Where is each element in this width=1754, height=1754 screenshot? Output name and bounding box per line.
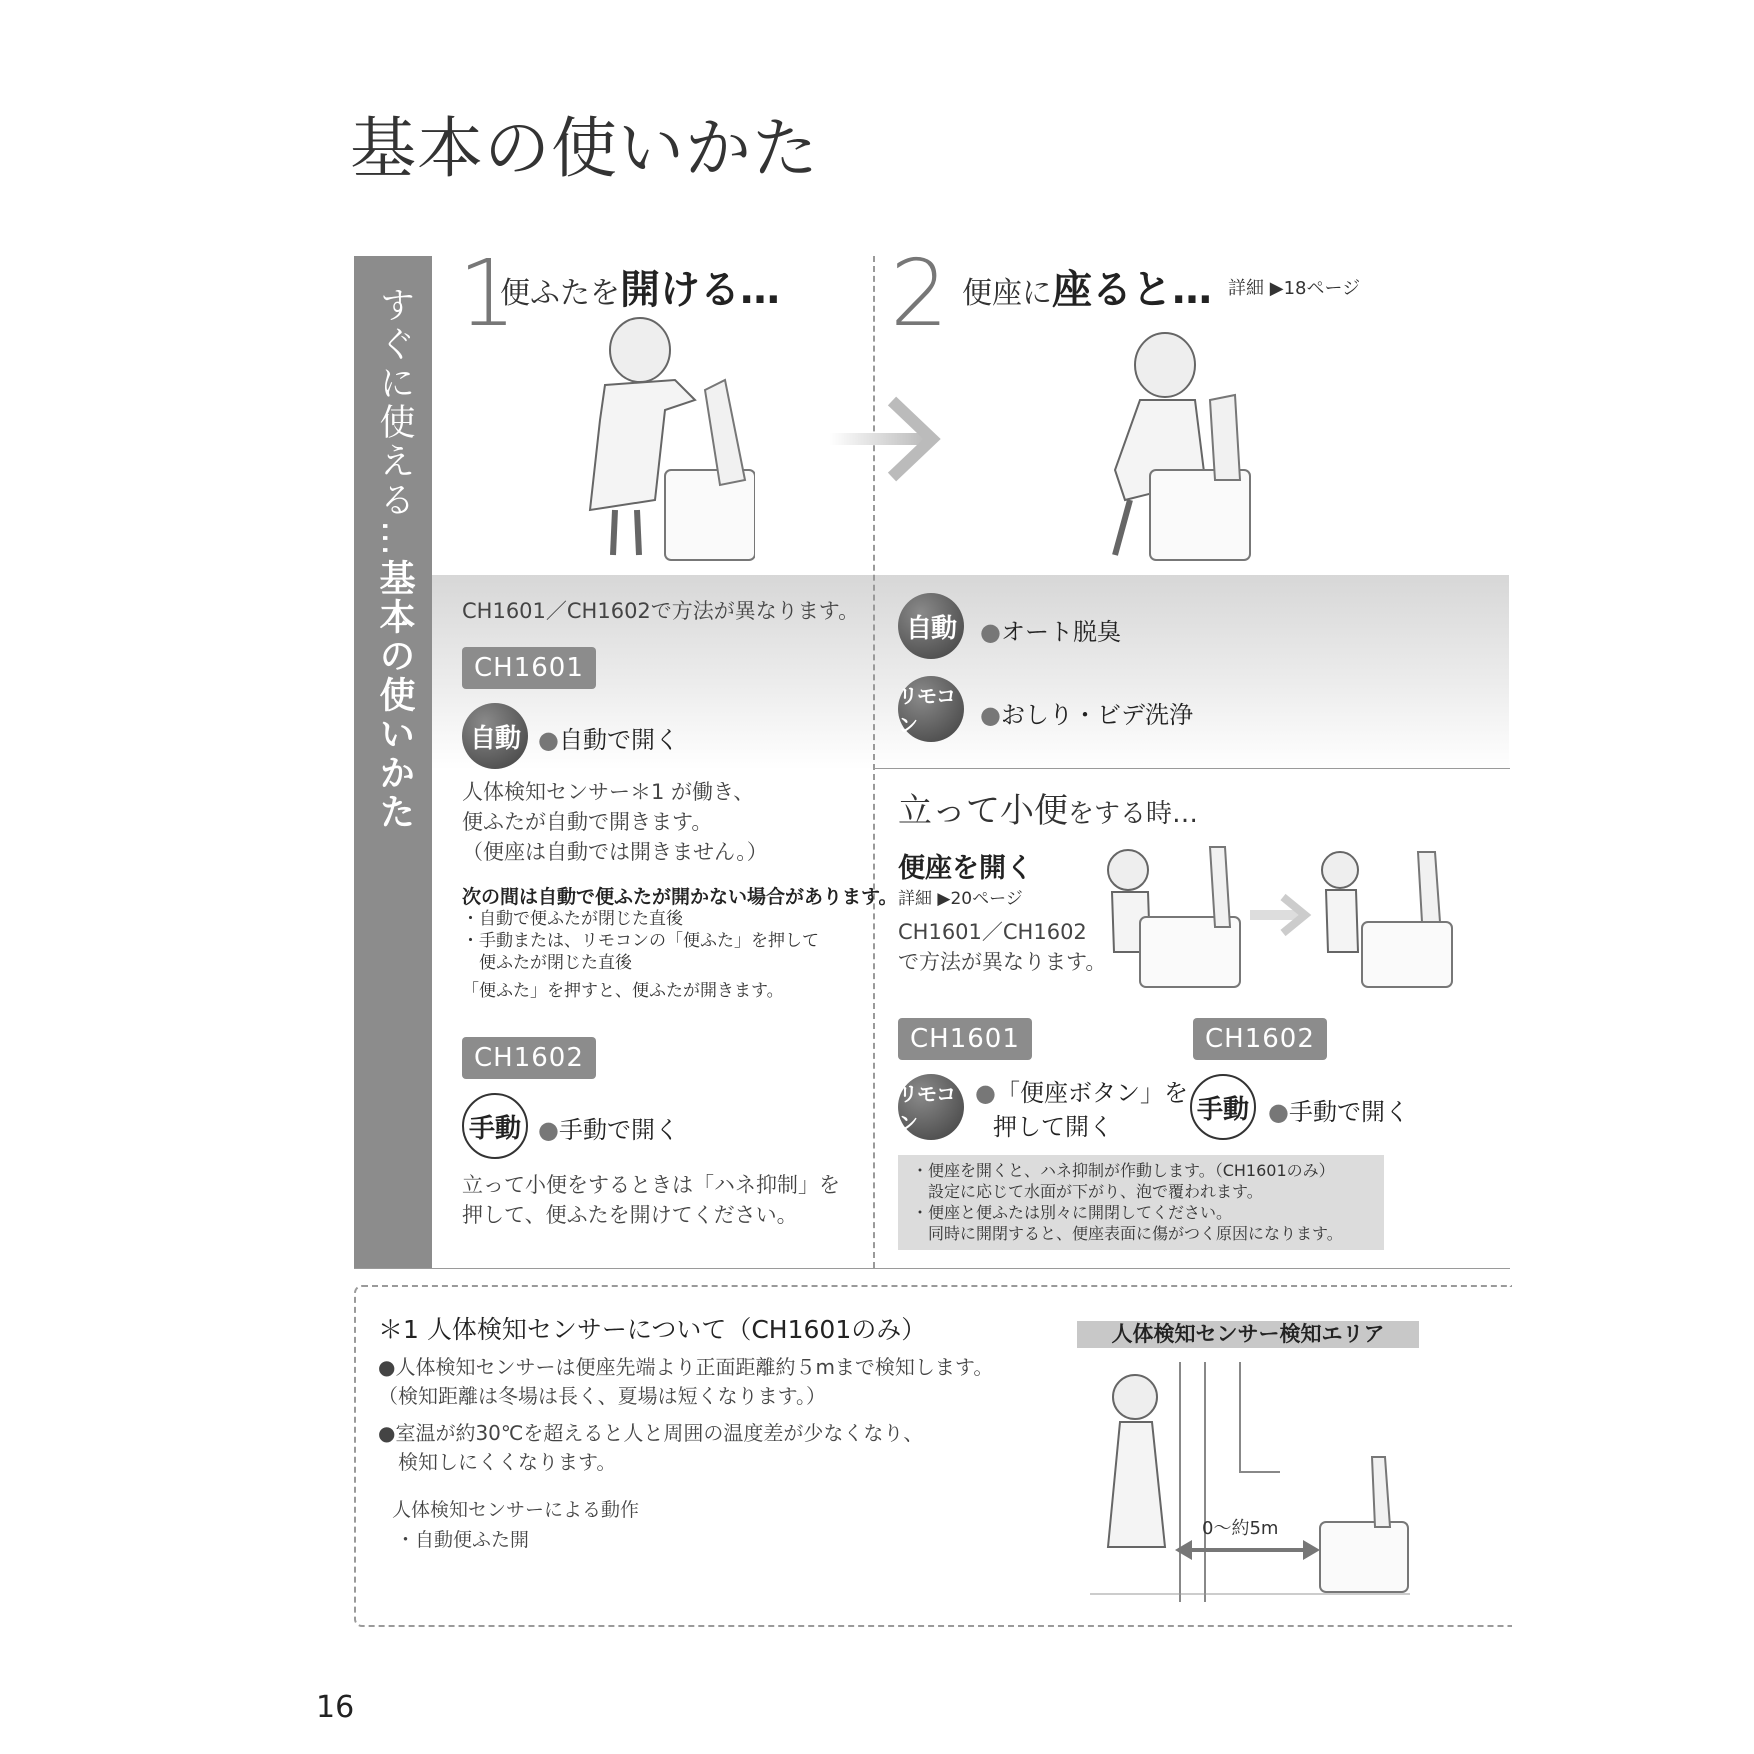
step-1-heading-bold: 開ける…	[620, 267, 780, 313]
feature-bidet-wash: ●おしり・ビデ洗浄	[980, 701, 1193, 729]
ch1601-badge: CH1601	[898, 1018, 1032, 1060]
note-line: 同時に開閉すると、便座表面に傷がつく原因になります。	[912, 1224, 1343, 1243]
note-line: ・便座と便ふたは別々に開閉してください。	[912, 1203, 1233, 1222]
step-1-ch1602-desc	[462, 1170, 840, 1230]
step-2-heading	[962, 258, 1212, 315]
footnote-title: ＊1 人体検知センサーについて（CH1601のみ）	[378, 1315, 927, 1344]
standing-notes	[912, 1160, 1343, 1244]
desc-line: 便ふたが自動で開きます。	[462, 810, 713, 834]
standing-ref: 詳細 ▶20ページ	[898, 889, 1023, 909]
footnote-lines	[378, 1353, 993, 1477]
note-line: 設定に応じて水面が下がり、泡で覆われます。	[912, 1182, 1263, 1201]
standing-model-note	[898, 917, 1106, 977]
auto-icon: 自動	[462, 703, 528, 769]
caution-tail: 「便ふた」を押すと、便ふたが開きます。	[462, 981, 784, 1001]
standing-heading	[898, 783, 1198, 832]
footnote-action-title: 人体検知センサーによる動作	[392, 1499, 640, 1521]
feature-label: オート脱臭	[1000, 618, 1121, 646]
caution-item: 便ふたが閉じた直後	[462, 953, 632, 973]
step-1-number: 1	[458, 240, 517, 347]
footnote-action-item: ・自動便ふた開	[396, 1529, 530, 1551]
ch1602-badge: CH1602	[1193, 1018, 1327, 1060]
caution-list	[462, 908, 819, 1002]
footnote-line: ●室温が約30℃を超えると人と周囲の温度差が少なくなり、	[378, 1421, 924, 1445]
step-1-ch1602-action-text: 手動で開く	[558, 1116, 679, 1144]
detection-area-label: 人体検知センサー検知エリア	[1077, 1321, 1419, 1348]
feature-auto-deodorize: ●オート脱臭	[980, 618, 1121, 646]
step-1-ch1601-desc	[462, 777, 768, 867]
standing-divider	[874, 768, 1510, 769]
action-line: 押して開く	[993, 1113, 1113, 1141]
step-2-heading-normal: 便座に	[962, 276, 1052, 311]
feature-label: おしり・ビデ洗浄	[1000, 701, 1193, 729]
note-line: で方法が異なります。	[898, 950, 1107, 974]
auto-icon: 自動	[898, 593, 964, 659]
caution-title: 次の間は自動で便ふたが開かない場合があります。	[462, 886, 898, 908]
step-1-heading-normal: 便ふたを	[500, 276, 620, 311]
action-text: 手動で開く	[1288, 1098, 1409, 1126]
remote-icon: リモコン	[898, 1074, 964, 1140]
distance-label: 0～約5m	[1202, 1518, 1279, 1539]
page-number: 16	[316, 1690, 355, 1725]
section-bottom-rule	[354, 1268, 1510, 1269]
standing-ch1601-action: ●「便座ボタン」を 押して開く	[975, 1076, 1188, 1144]
manual-icon: 手動	[462, 1093, 528, 1159]
standing-heading-small: をする時…	[1068, 799, 1199, 829]
woman-opening-lid-illustration	[545, 310, 755, 570]
sidebar-text: すぐに使える…	[374, 286, 415, 559]
sidebar-text-bold: 基本の使いかた	[374, 559, 415, 832]
ch1602-badge: CH1602	[462, 1037, 596, 1079]
caution-item: ・自動で便ふたが閉じた直後	[462, 909, 683, 929]
sidebar-tab	[354, 256, 432, 1268]
step-2-ref: 詳細 ▶18ページ	[1228, 278, 1361, 299]
footnote-line: ●人体検知センサーは便座先端より正面距離約５mまで検知します。	[378, 1355, 994, 1379]
step-2-heading-bold: 座ると…	[1052, 267, 1212, 313]
standing-ch1602-action: ●手動で開く	[1268, 1098, 1409, 1126]
step-2-number: 2	[890, 240, 949, 347]
desc-line: 押して、便ふたを開けてください。	[462, 1203, 798, 1227]
step-1-ch1601-action-text: 自動で開く	[558, 726, 679, 754]
manual-icon: 手動	[1190, 1074, 1256, 1140]
detection-area-illustration	[1080, 1362, 1420, 1607]
step-1-ch1602-action: ●手動で開く	[538, 1116, 679, 1144]
standing-subtitle: 便座を開く	[898, 853, 1033, 884]
ch1601-badge: CH1601	[462, 647, 596, 689]
caution-item: ・手動または、リモコンの「便ふた」を押して	[462, 931, 819, 951]
footnote-line: （検知距離は冬場は長く、夏場は短くなります。）	[378, 1384, 826, 1408]
desc-line: 人体検知センサー＊1 が働き、	[462, 780, 755, 804]
note-line: CH1601／CH1602	[898, 920, 1087, 944]
action-line: 「便座ボタン」を	[995, 1079, 1188, 1107]
standing-heading-big: 立って小便	[898, 791, 1068, 831]
step-1-model-note: CH1601／CH1602で方法が異なります。	[462, 599, 860, 623]
arrow-right-icon	[830, 395, 945, 485]
page-title: 基本の使いかた	[350, 110, 819, 187]
boy-opening-seat-illustration	[1100, 842, 1460, 992]
desc-line: 立って小便をするときは「ハネ抑制」を	[462, 1173, 840, 1197]
step-1-heading	[500, 258, 780, 315]
desc-line: （便座は自動では開きません。）	[462, 840, 768, 864]
step-1-ch1601-action: ●自動で開く	[538, 726, 679, 754]
woman-seated-illustration	[1085, 330, 1255, 570]
footnote-line: 検知しにくくなります。	[378, 1450, 617, 1474]
note-line: ・便座を開くと、ハネ抑制が作動します。（CH1601のみ）	[912, 1161, 1335, 1180]
remote-icon: リモコン	[898, 676, 964, 742]
